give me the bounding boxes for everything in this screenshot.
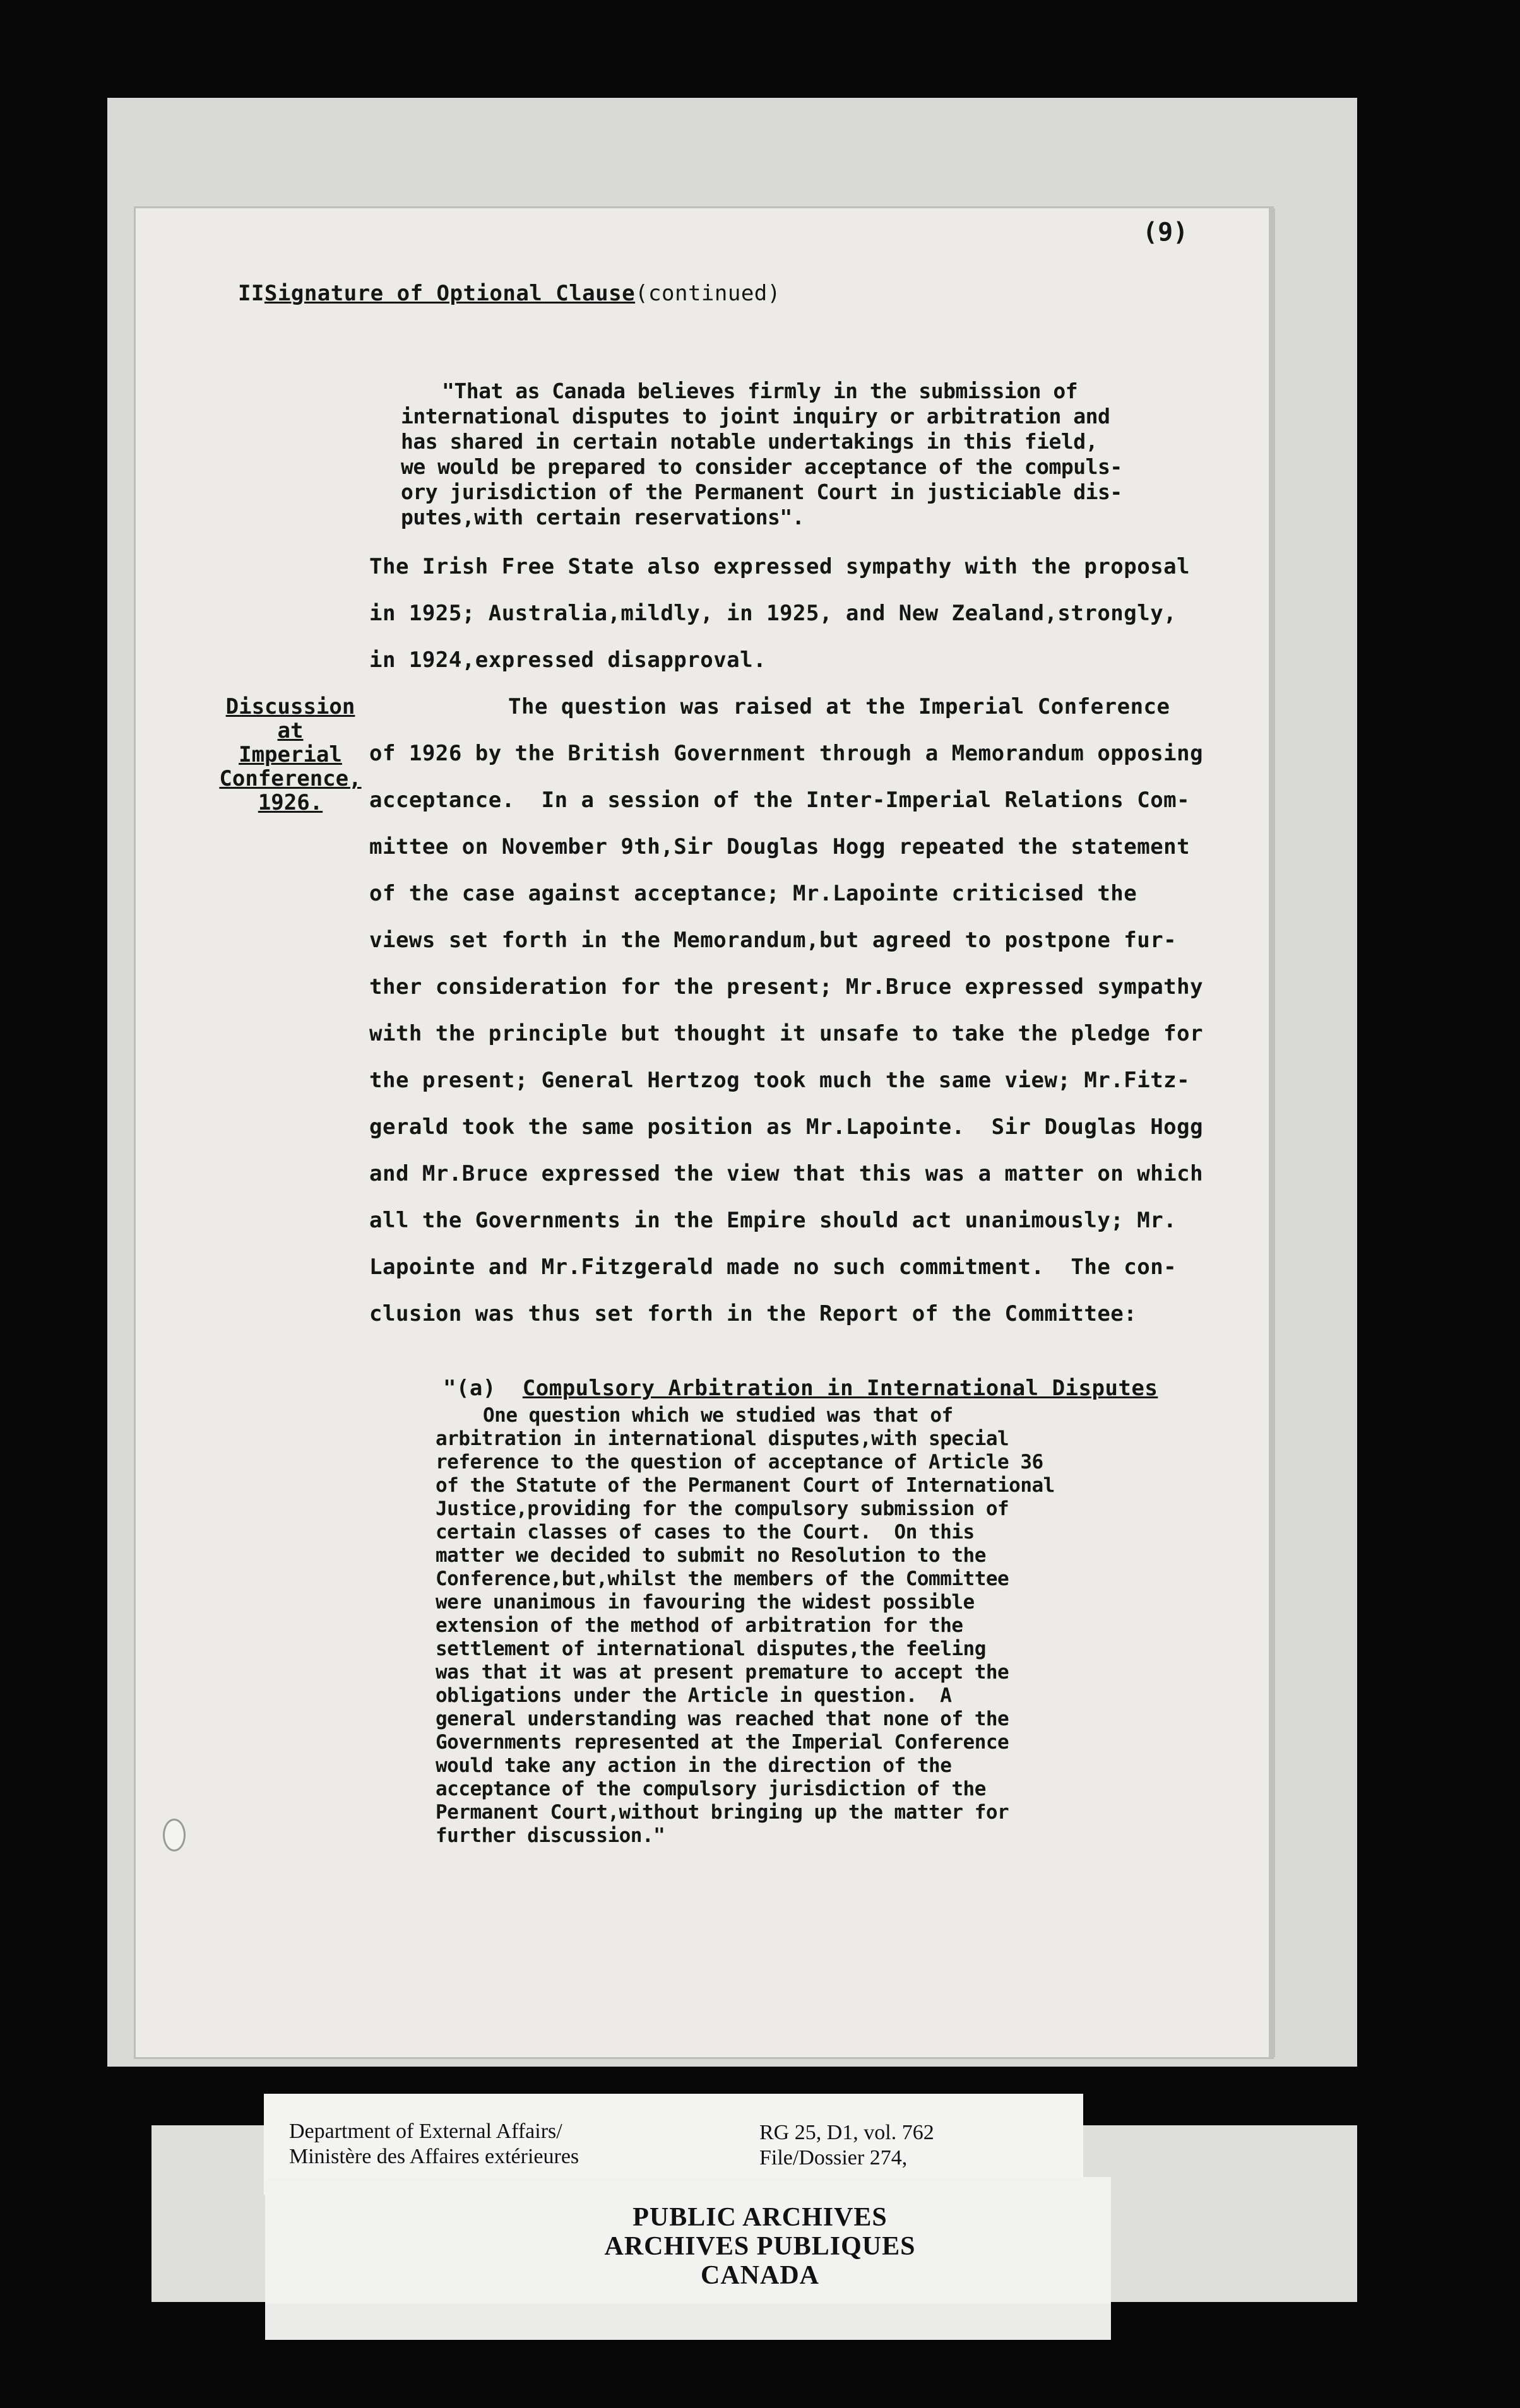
archive-stamp-bottom [265, 2303, 1111, 2340]
quote-line: extension of the method of arbitration for the [436, 1614, 963, 1637]
quote-line: reference to the question of acceptance of Article 36 [436, 1451, 1043, 1473]
heading-prefix: II [237, 281, 264, 306]
quote-line: international disputes to joint inquiry or arbitration and [401, 404, 1110, 428]
archive-stamp-line: ARCHIVES PUBLIQUES [604, 2232, 916, 2261]
text-line: acceptance. In a session of the Inter-Imperial Relations Com- [369, 788, 1190, 813]
quote-line: putes,with certain reservations". [401, 505, 805, 529]
quote-line: were unanimous in favouring the widest possible [436, 1591, 975, 1614]
quote-2-heading [417, 1350, 1158, 1401]
quote-line: ory jurisdiction of the Permanent Court in justiciable dis- [401, 480, 1122, 504]
margin-note-line: Imperial [239, 742, 342, 767]
text-line: the present; General Hertzog took much the same view; Mr.Fitz- [369, 1068, 1190, 1093]
text-line: The question was raised at the Imperial Conference [508, 694, 1170, 719]
archive-stamp-line: CANADA [701, 2261, 819, 2290]
quote-2-heading-title: Compulsory Arbitration in International Disputes [522, 1376, 1158, 1401]
text-line: Lapointe and Mr.Fitzgerald made no such commitment. The con- [369, 1254, 1177, 1280]
text-line: ther consideration for the present; Mr.Bruce expressed sympathy [369, 974, 1204, 1000]
margin-note-line: Conference, [219, 766, 362, 791]
quote-2-heading-prefix: "(a) [442, 1376, 496, 1401]
quote-line: we would be prepared to consider acceptance of the compuls- [401, 454, 1122, 479]
punch-hole [163, 1819, 186, 1851]
text-line: with the principle but thought it unsafe to take the pledge for [369, 1021, 1204, 1046]
quote-line: has shared in certain notable undertakings in this field, [401, 429, 1098, 454]
archive-reference: RG 25, D1, vol. 762 [759, 2121, 934, 2144]
quote-line: acceptance of the compulsory jurisdiction of the [436, 1778, 986, 1800]
margin-note-line: 1926. [258, 790, 323, 815]
quote-line: arbitration in international disputes,with special [436, 1427, 1009, 1450]
page-edge [1269, 208, 1275, 2057]
text-line: and Mr.Bruce expressed the view that this was a matter on which [369, 1161, 1204, 1186]
text-line: mittee on November 9th,Sir Douglas Hogg repeated the statement [369, 834, 1190, 859]
text-line: views set forth in the Memorandum,but agreed to postpone fur- [369, 928, 1177, 953]
margin-note-line: at [277, 718, 304, 743]
text-line: gerald took the same position as Mr.Lapointe. Sir Douglas Hogg [369, 1114, 1204, 1140]
quote-line: was that it was at present premature to accept the [436, 1661, 1009, 1684]
text-line: of the case against acceptance; Mr.Lapointe criticised the [369, 881, 1137, 906]
quote-line: Justice,providing for the compulsory submission of [436, 1497, 1009, 1520]
section-heading [211, 256, 781, 306]
text-line: all the Governments in the Empire should act unanimously; Mr. [369, 1208, 1177, 1233]
quote-line: certain classes of cases to the Court. On this [436, 1521, 975, 1543]
quote-line: obligations under the Article in question. A [436, 1684, 952, 1707]
page-number: (9) [1143, 218, 1189, 247]
archive-file: File/Dossier 274, [759, 2146, 908, 2169]
quote-line: would take any action in the direction of the [436, 1754, 952, 1777]
quote-line: matter we decided to submit no Resolution to the [436, 1544, 986, 1567]
text-line: of 1926 by the British Government through a Memorandum opposing [369, 741, 1204, 766]
quote-line: "That as Canada believes firmly in the submission of [442, 379, 1078, 403]
quote-line: further discussion." [436, 1824, 665, 1847]
quote-line: Conference,but,whilst the members of the Committee [436, 1567, 1009, 1590]
quote-line: of the Statute of the Permanent Court of International [436, 1474, 1055, 1497]
quote-line: Governments represented at the Imperial Conference [436, 1731, 1009, 1754]
text-line: in 1925; Australia,mildly, in 1925, and New Zealand,strongly, [369, 601, 1177, 626]
quote-line: One question which we studied was that of [483, 1404, 953, 1427]
text-line: in 1924,expressed disapproval. [369, 647, 767, 673]
quote-line: settlement of international disputes,the feeling [436, 1638, 986, 1660]
heading-suffix: (continued) [635, 281, 781, 306]
archive-stamp-line: PUBLIC ARCHIVES [632, 2203, 888, 2232]
department-en: Department of External Affairs/ [289, 2120, 562, 2143]
heading-title: Signature of Optional Clause [264, 281, 636, 306]
text-line: clusion was thus set forth in the Report of the Committee: [369, 1301, 1137, 1326]
department-fr: Ministère des Affaires extérieures [289, 2145, 579, 2168]
quote-line: general understanding was reached that none of the [436, 1708, 1009, 1730]
margin-note-line: Discussion [225, 694, 355, 719]
quote-line: Permanent Court,without bringing up the matter for [436, 1801, 1009, 1824]
text-line: The Irish Free State also expressed sympathy with the proposal [369, 554, 1190, 579]
